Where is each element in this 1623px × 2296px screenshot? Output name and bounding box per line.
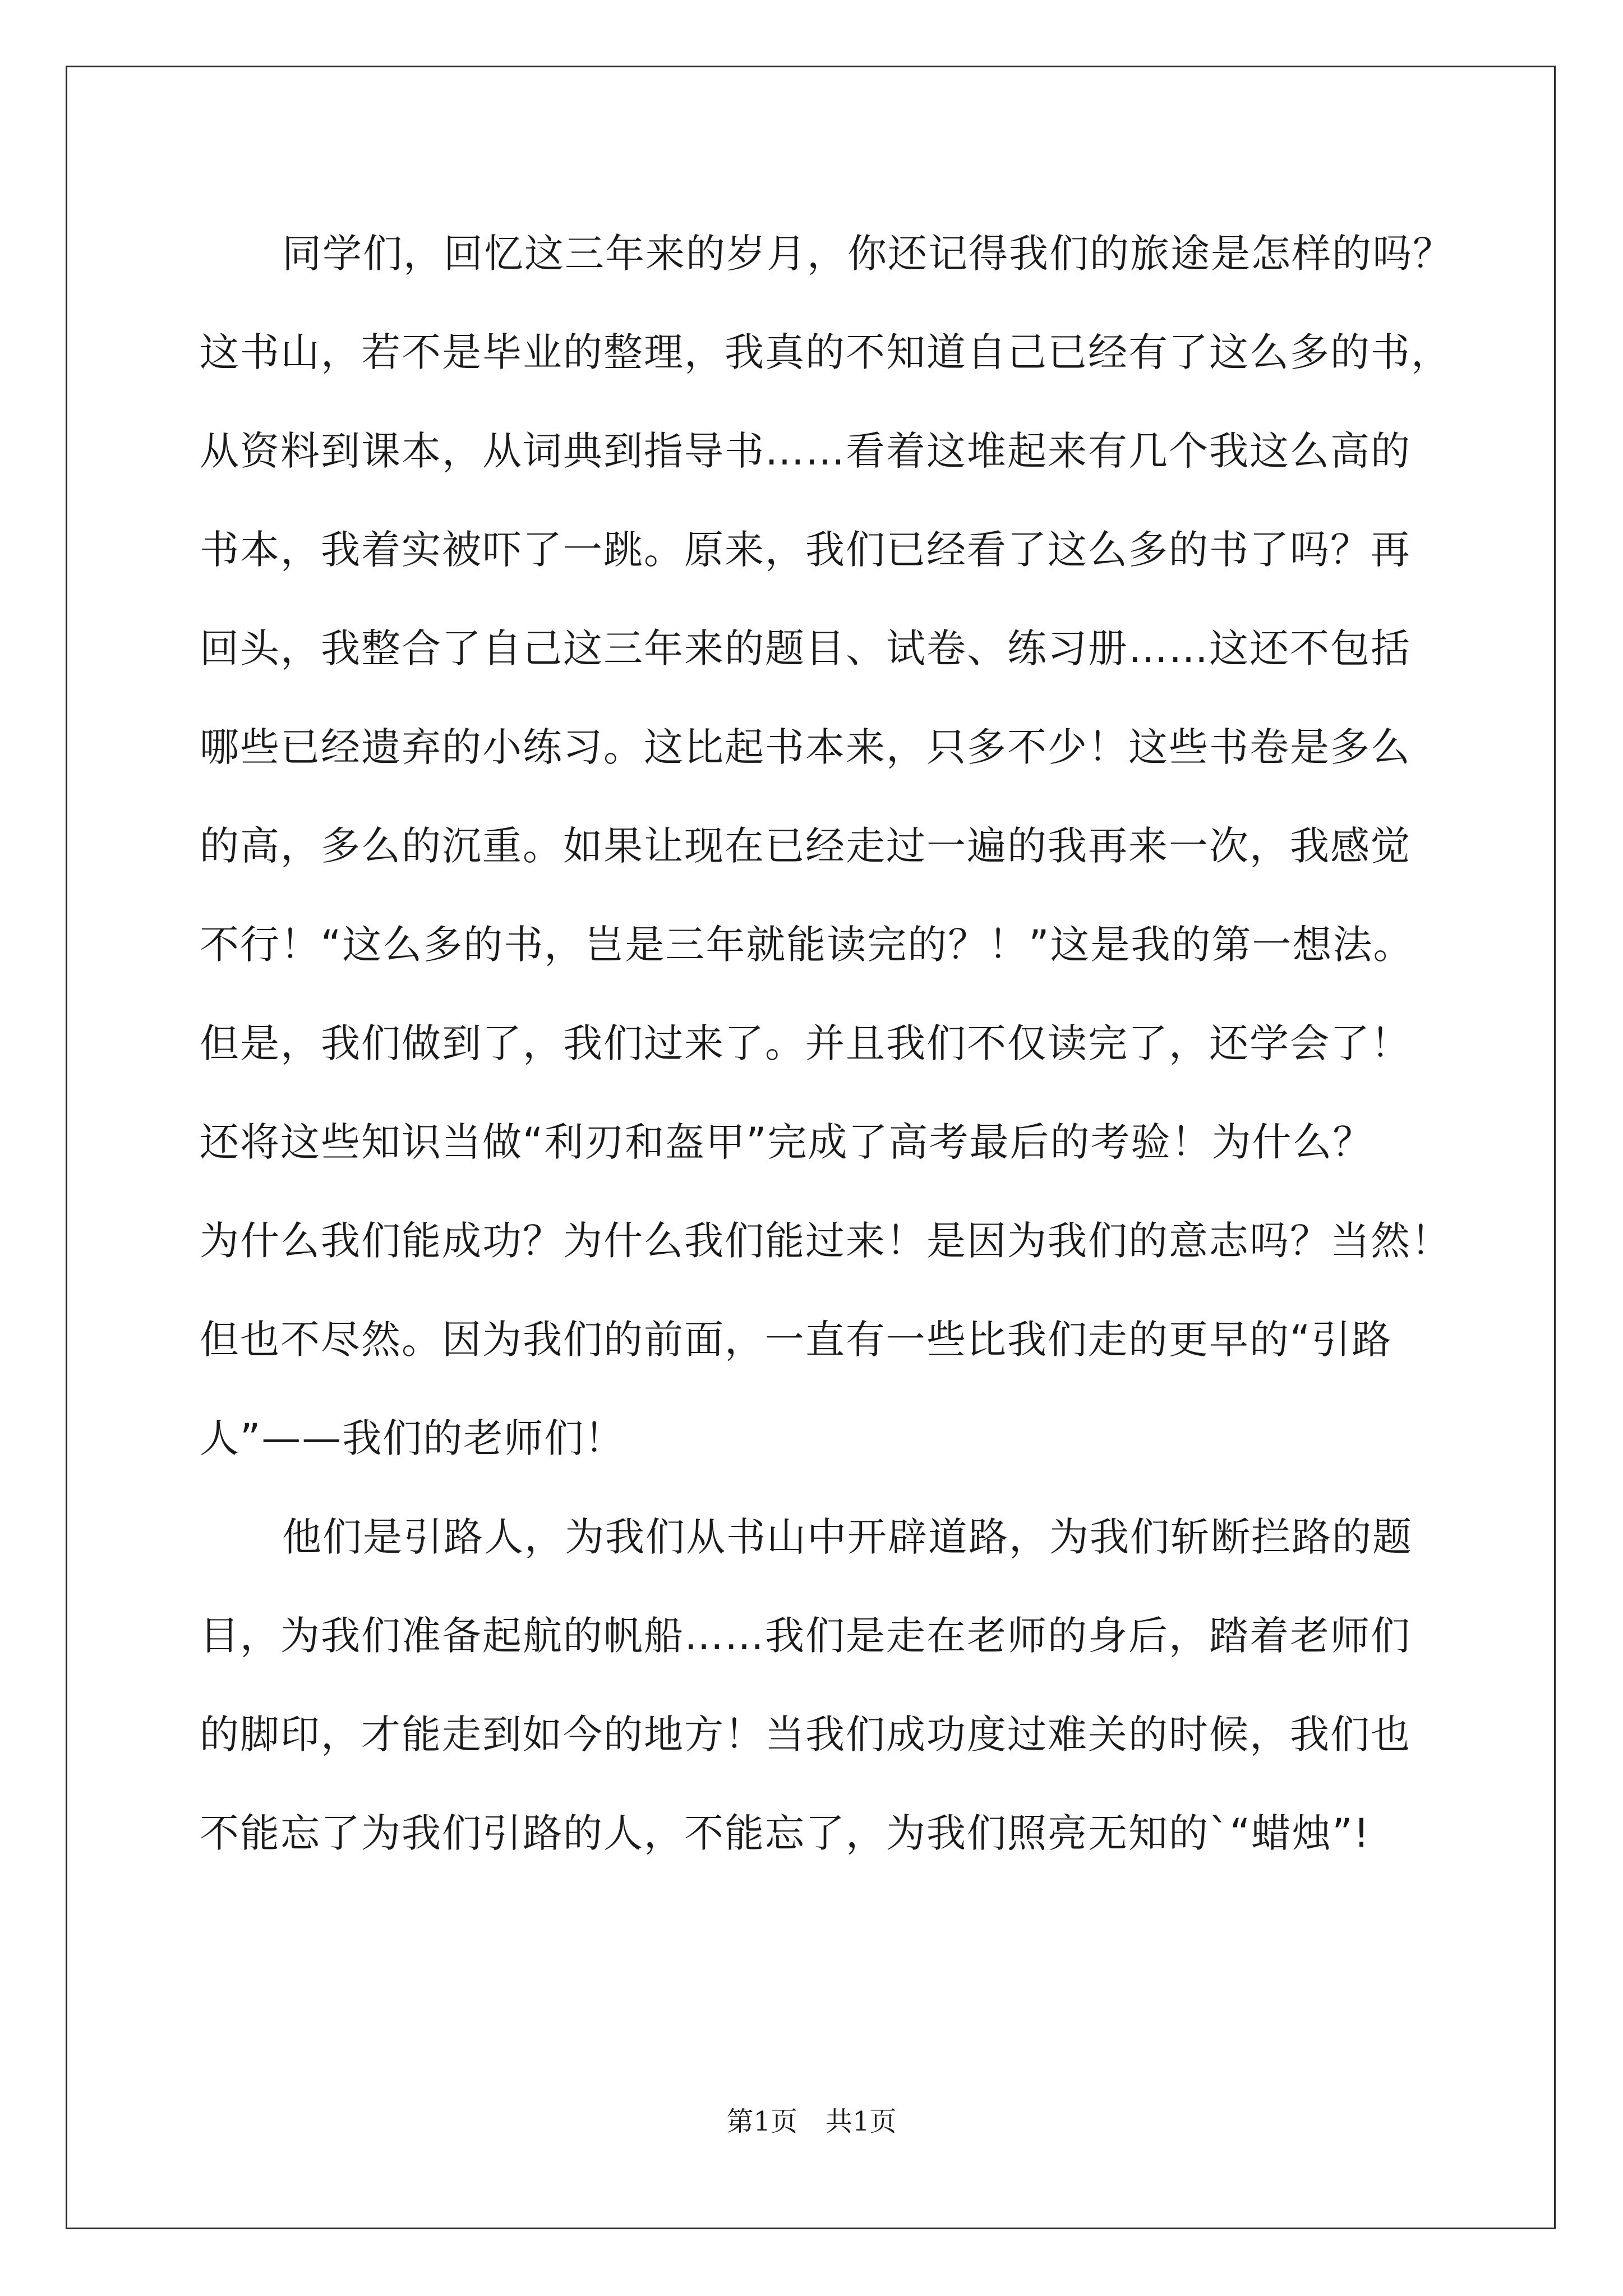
paragraph-1-line-5: 回头，我整合了自己这三年来的题目、试卷、练习册……这还不包括: [200, 625, 1411, 671]
paragraph-1-line-3: 从资料到课本，从词典到指导书……看着这堆起来有几个我这么高的: [200, 428, 1411, 474]
paragraph-1-line-7: 的高，多么的沉重。如果让现在已经走过一遍的我再来一次，我感觉: [200, 823, 1411, 869]
paragraph-1-line-6: 哪些已经遗弃的小练习。这比起书本来，只多不少！这些书卷是多么: [200, 724, 1411, 770]
paragraph-2-line-4: 不能忘了为我们引路的人，不能忘了，为我们照亮无知的`“蜡烛”!: [200, 1810, 1371, 1856]
paragraph-1-line-11: 为什么我们能成功？为什么我们能过来！是因为我们的意志吗？当然！: [200, 1218, 1451, 1264]
paragraph-1-line-2: 这书山，若不是毕业的整理，我真的不知道自己已经有了这么多的书，: [200, 329, 1451, 375]
paragraph-2-line-2: 目，为我们准备起航的帆船……我们是走在老师的身后，踏着老师们: [200, 1613, 1411, 1659]
page-footer: [0, 2105, 1623, 2138]
paragraph-1-line-12: 但也不尽然。因为我们的前面，一直有一些比我们走的更早的“引路: [200, 1317, 1393, 1363]
page-number-total: 共1页: [826, 2106, 897, 2137]
paragraph-2-line-3: 的脚印，才能走到如今的地方！当我们成功度过难关的时候，我们也: [200, 1711, 1411, 1757]
paragraph-1-line-4: 书本，我着实被吓了一跳。原来，我们已经看了这么多的书了吗？再: [200, 527, 1411, 573]
page-number-current: 第1页: [726, 2106, 797, 2137]
paragraph-1-line-10: 还将这些知识当做“利刃和盔甲”完成了高考最后的考验！为什么？: [200, 1119, 1373, 1165]
paragraph-1-line-8: 不行！“这么多的书，岂是三年就能读完的？！”这是我的第一想法。: [200, 922, 1414, 968]
paragraph-1-line-9: 但是，我们做到了，我们过来了。并且我们不仅读完了，还学会了！: [200, 1020, 1411, 1066]
paragraph-1-line-1: 同学们，回忆这三年来的岁月，你还记得我们的旅途是怎样的吗？: [282, 231, 1453, 277]
paragraph-2-line-1: 他们是引路人，为我们从书山中开辟道路，为我们斩断拦路的题: [282, 1514, 1413, 1560]
paragraph-1-line-13: 人”——我们的老师们！: [200, 1415, 625, 1461]
